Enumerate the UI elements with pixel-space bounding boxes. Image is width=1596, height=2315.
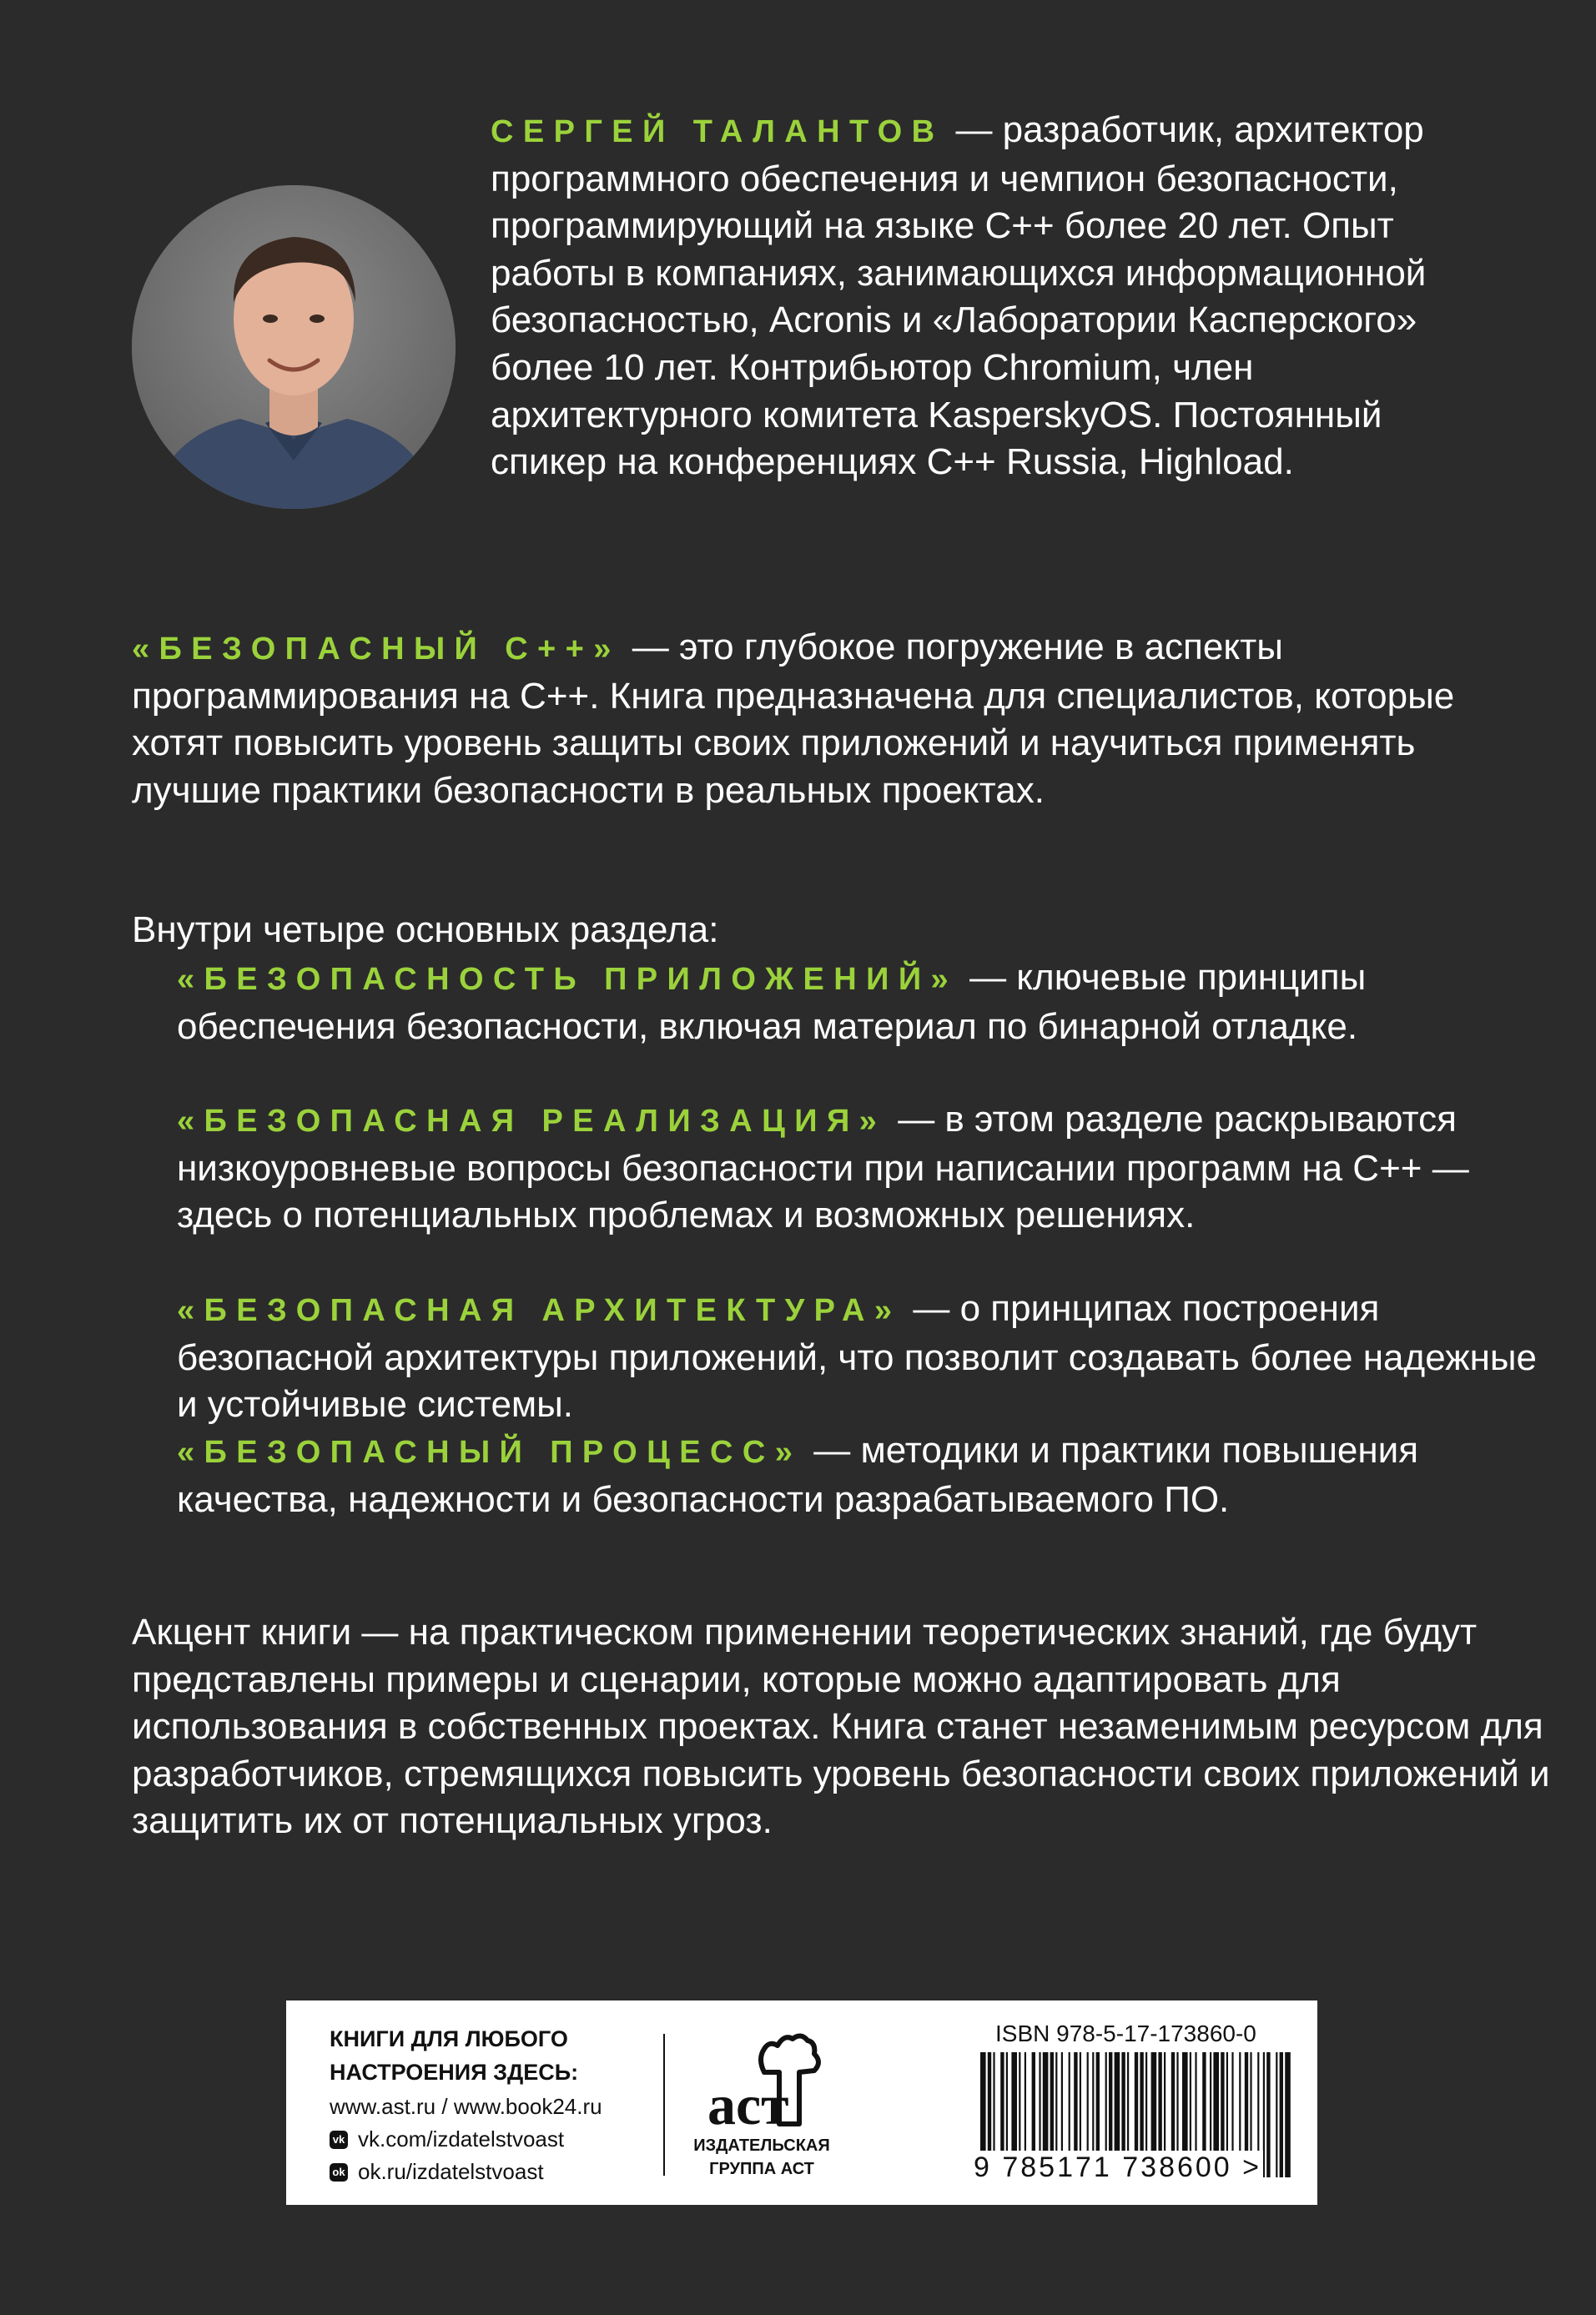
section-item xyxy=(177,1427,1553,1523)
section-text: — методики и практики повышения качества, надежности и безопасности разрабатываемого ПО. xyxy=(177,1430,1419,1520)
book-intro xyxy=(132,624,1483,814)
section-title: «БЕЗОПАСНЫЙ ПРОЦЕСС» xyxy=(177,1435,803,1470)
logo-text: аст xyxy=(707,2073,789,2136)
section-text: — ключевые принципы обеспечения безопасности, включая материал по бинарной отладке. xyxy=(177,957,1367,1047)
section-title: «БЕЗОПАСНОСТЬ ПРИЛОЖЕНИЙ» xyxy=(177,962,959,997)
publisher-links xyxy=(330,2091,602,2188)
panel-divider xyxy=(663,2034,665,2176)
vk-link[interactable] xyxy=(330,2123,602,2156)
section-item xyxy=(177,954,1553,1050)
publisher-logo-caption: ИЗДАТЕЛЬСКАЯ ГРУППА АСТ xyxy=(693,2136,830,2178)
vk-icon: vk xyxy=(330,2131,348,2149)
section-text: — о принципах построения безопасной архитектуры приложений, что позволит создавать более надежные и устойчивые системы. xyxy=(177,1288,1537,1426)
section-item xyxy=(177,1096,1553,1240)
book-title: «БЕЗОПАСНЫЙ С++» xyxy=(132,632,621,667)
section-title: «БЕЗОПАСНАЯ РЕАЛИЗАЦИЯ» xyxy=(177,1104,887,1139)
ok-text: ok.ru/izdatelstvoast xyxy=(358,2159,544,2184)
vk-text: vk.com/izdatelstvoast xyxy=(358,2126,565,2151)
isbn-number: ISBN 978-5-17-173860-0 xyxy=(995,2021,1256,2046)
author-photo xyxy=(132,185,456,509)
publisher-panel xyxy=(286,2000,1317,2205)
conclusion-text: Акцент книги — на практическом применении теоретических знаний, где будут представлены примеры и сценарии, которые можно адаптировать для использования в собственных проектах. Книга станет незаменимым ресурсом для разработчиков, стремящихся повысить уровень безопасности своих приложений и защитить их от потенциальных угроз. xyxy=(132,1612,1550,1842)
author-portrait-image xyxy=(132,185,456,509)
book-intro-text: — это глубокое погружение в аспекты программирования на C++. Книга предназначена для специалистов, которые хотят повысить уровень защиты своих приложений и научиться применять лучшие практики безопасности в реальных проектах. xyxy=(132,627,1455,811)
contents-lead: Внутри четыре основных раздела: xyxy=(132,909,719,950)
section-item xyxy=(177,1286,1553,1429)
section-title: «БЕЗОПАСНАЯ АРХИТЕКТУРА» xyxy=(177,1293,902,1328)
websites-link[interactable] xyxy=(330,2091,602,2123)
author-bio-text: — разработчик, архитектор программного обеспечения и чемпион безопасности, программирующий на языке C++ более 20 лет. Опыт работы в компаниях, занимающихся информационной безопасностью, Acronis и «Лаборатории Касперского» более 10 лет. Контрибьютор Chromium, член архитектурного комитета KasperskyOS. Постоянный спикер на конференциях C++ Russia, Highload. xyxy=(491,109,1427,483)
websites-text: www.ast.ru / www.book24.ru xyxy=(330,2094,602,2119)
author-bio xyxy=(491,107,1450,486)
ok-link[interactable] xyxy=(330,2156,602,2188)
publisher-tagline: КНИГИ ДЛЯ ЛЮБОГО НАСТРОЕНИЯ ЗДЕСЬ: xyxy=(330,2026,579,2085)
barcode-digits: 9 785171 738600 > xyxy=(974,2151,1262,2183)
author-name: СЕРГЕЙ ТАЛАНТОВ xyxy=(491,114,944,149)
section-text: — в этом разделе раскрываются низкоуровневые вопросы безопасности при написании программ на С++ — здесь о потенциальных проблемах и возможных решениях. xyxy=(177,1099,1469,1236)
ok-icon: ok xyxy=(330,2163,348,2182)
